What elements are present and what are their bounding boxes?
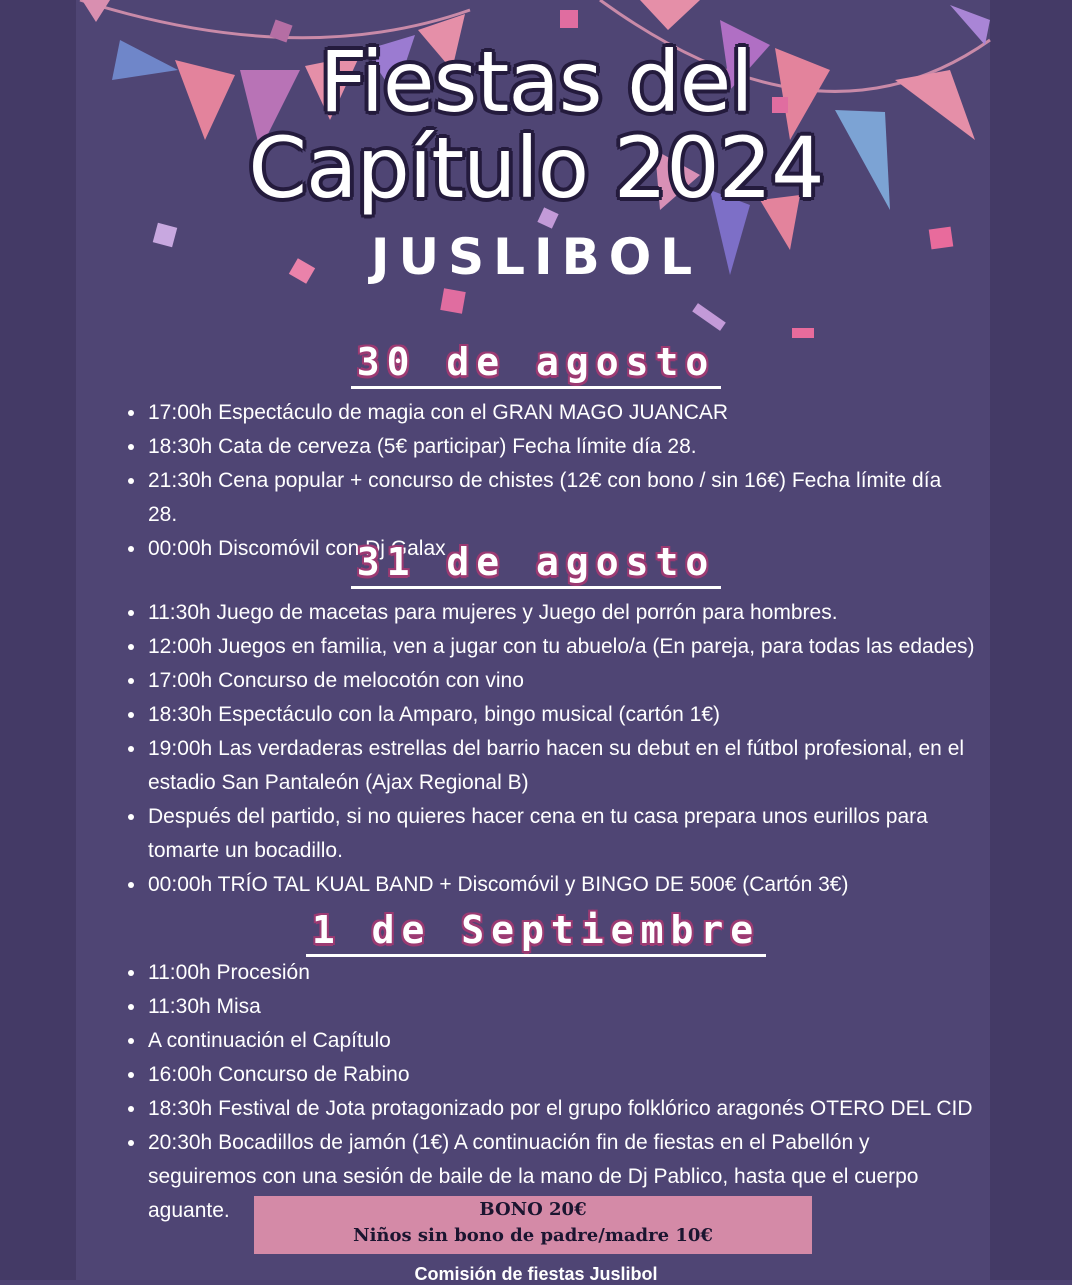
list-item: 21:30h Cena popular + concurso de chistes (12€ con bono / sin 16€) Fecha límite día 28. — [126, 464, 976, 532]
poster-title-line1: Fiestas del — [319, 33, 753, 131]
day-heading-1-septiembre — [0, 908, 1072, 952]
poster-title-line2: Capítulo 2024 — [248, 119, 824, 217]
footer-organizer: Comisión de fiestas Juslibol — [414, 1264, 658, 1284]
event-list-1-septiembre — [126, 956, 976, 1228]
list-item: 18:30h Espectáculo con la Amparo, bingo musical (cartón 1€) — [126, 698, 976, 732]
event-list-31-agosto — [126, 596, 976, 902]
poster-subtitle: JUSLIBOL — [370, 228, 702, 286]
list-item: 12:00h Juegos en familia, ven a jugar con tu abuelo/a (En pareja, para todas las edades) — [126, 630, 976, 664]
day-heading-text: 1 de Septiembre — [306, 908, 766, 957]
day-heading-text: 31 de agosto — [351, 540, 722, 589]
list-item: 11:30h Misa — [126, 990, 976, 1024]
list-item: 00:00h TRÍO TAL KUAL BAND + Discomóvil y BINGO DE 500€ (Cartón 3€) — [126, 868, 976, 902]
day-heading-text: 30 de agosto — [351, 340, 722, 389]
list-item: 11:00h Procesión — [126, 956, 976, 990]
list-item: 20:30h Bocadillos de jamón (1€) A continuación fin de fiestas en el Pabellón y seguiremos con una sesión de baile de la mano de Dj Pablico, hasta que el cuerpo aguante. — [126, 1126, 976, 1228]
list-item: 17:00h Concurso de melocotón con vino — [126, 664, 976, 698]
bono-children-price: Niños sin bono de padre/madre 10€ — [353, 1225, 713, 1246]
list-item: 16:00h Concurso de Rabino — [126, 1058, 976, 1092]
list-item: 18:30h Cata de cerveza (5€ participar) Fecha límite día 28. — [126, 430, 976, 464]
list-item: 18:30h Festival de Jota protagonizado por el grupo folklórico aragonés OTERO DEL CID — [126, 1092, 976, 1126]
list-item: 17:00h Espectáculo de magia con el GRAN MAGO JUANCAR — [126, 396, 976, 430]
list-item: Después del partido, si no quieres hacer cena en tu casa prepara unos eurillos para tomarte un bocadillo. — [126, 800, 976, 868]
day-heading-30-agosto — [0, 340, 1072, 384]
list-item: 19:00h Las verdaderas estrellas del barrio hacen su debut en el fútbol profesional, en el estadio San Pantaleón (Ajax Regional B) — [126, 732, 976, 800]
bono-box — [254, 1196, 812, 1254]
list-item: A continuación el Capítulo — [126, 1024, 976, 1058]
day-heading-31-agosto — [0, 540, 1072, 584]
bono-price: BONO 20€ — [479, 1199, 587, 1220]
list-item: 00:00h Discomóvil con Dj Galax — [126, 532, 976, 566]
list-item: 11:30h Juego de macetas para mujeres y Juego del porrón para hombres. — [126, 596, 976, 630]
